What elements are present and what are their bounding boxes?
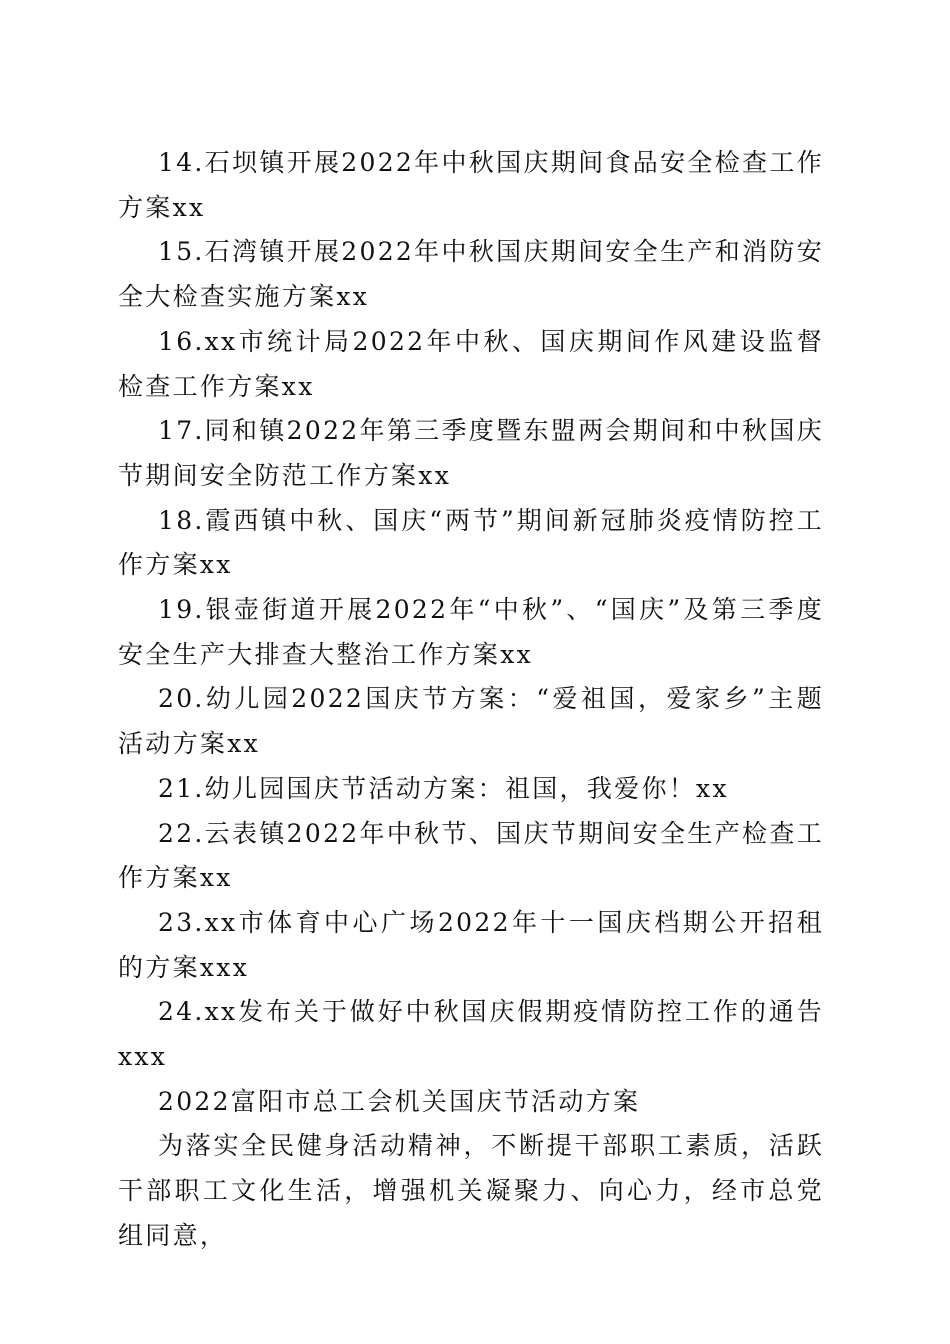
- list-item-18: 18.霞西镇中秋、国庆“两节”期间新冠肺炎疫情防控工作方案xx: [118, 505, 824, 580]
- document-body: [118, 141, 824, 1259]
- list-item-21: 21.幼儿园国庆节活动方案：祖国，我爱你！xx: [158, 773, 729, 803]
- list-item-16: 16.xx市统计局2022年中秋、国庆期间作风建设监督检查工作方案xx: [118, 326, 824, 401]
- list-item-24: 24.xx发布关于做好中秋国庆假期疫情防控工作的通告xxx: [118, 997, 824, 1072]
- body-paragraph: 为落实全民健身活动精神，不断提干部职工素质，活跃干部职工文化生活，增强机关凝聚力、向心力，经市总党组同意，: [118, 1131, 824, 1250]
- list-item-17: 17.同和镇2022年第三季度暨东盟两会期间和中秋国庆节期间安全防范工作方案xx: [118, 416, 824, 490]
- section-title: 2022富阳市总工会机关国庆节活动方案: [158, 1086, 641, 1116]
- list-item-14: 14.石坝镇开展2022年中秋国庆期间食品安全检查工作方案xx: [118, 148, 824, 222]
- list-item-22: 22.云表镇2022年中秋节、国庆节期间安全生产检查工作方案xx: [118, 818, 824, 893]
- list-item-20: 20.幼儿园2022国庆节方案：“爱祖国，爱家乡”主题活动方案xx: [118, 684, 824, 759]
- list-item-23: 23.xx市体育中心广场2022年十一国庆档期公开招租的方案xxx: [118, 907, 824, 982]
- list-item-15: 15.石湾镇开展2022年中秋国庆期间安全生产和消防安全大检查实施方案xx: [118, 237, 824, 312]
- list-item-19: 19.银壶街道开展2022年“中秋”、“国庆”及第三季度安全生产大排查大整治工作方案xx: [118, 595, 824, 669]
